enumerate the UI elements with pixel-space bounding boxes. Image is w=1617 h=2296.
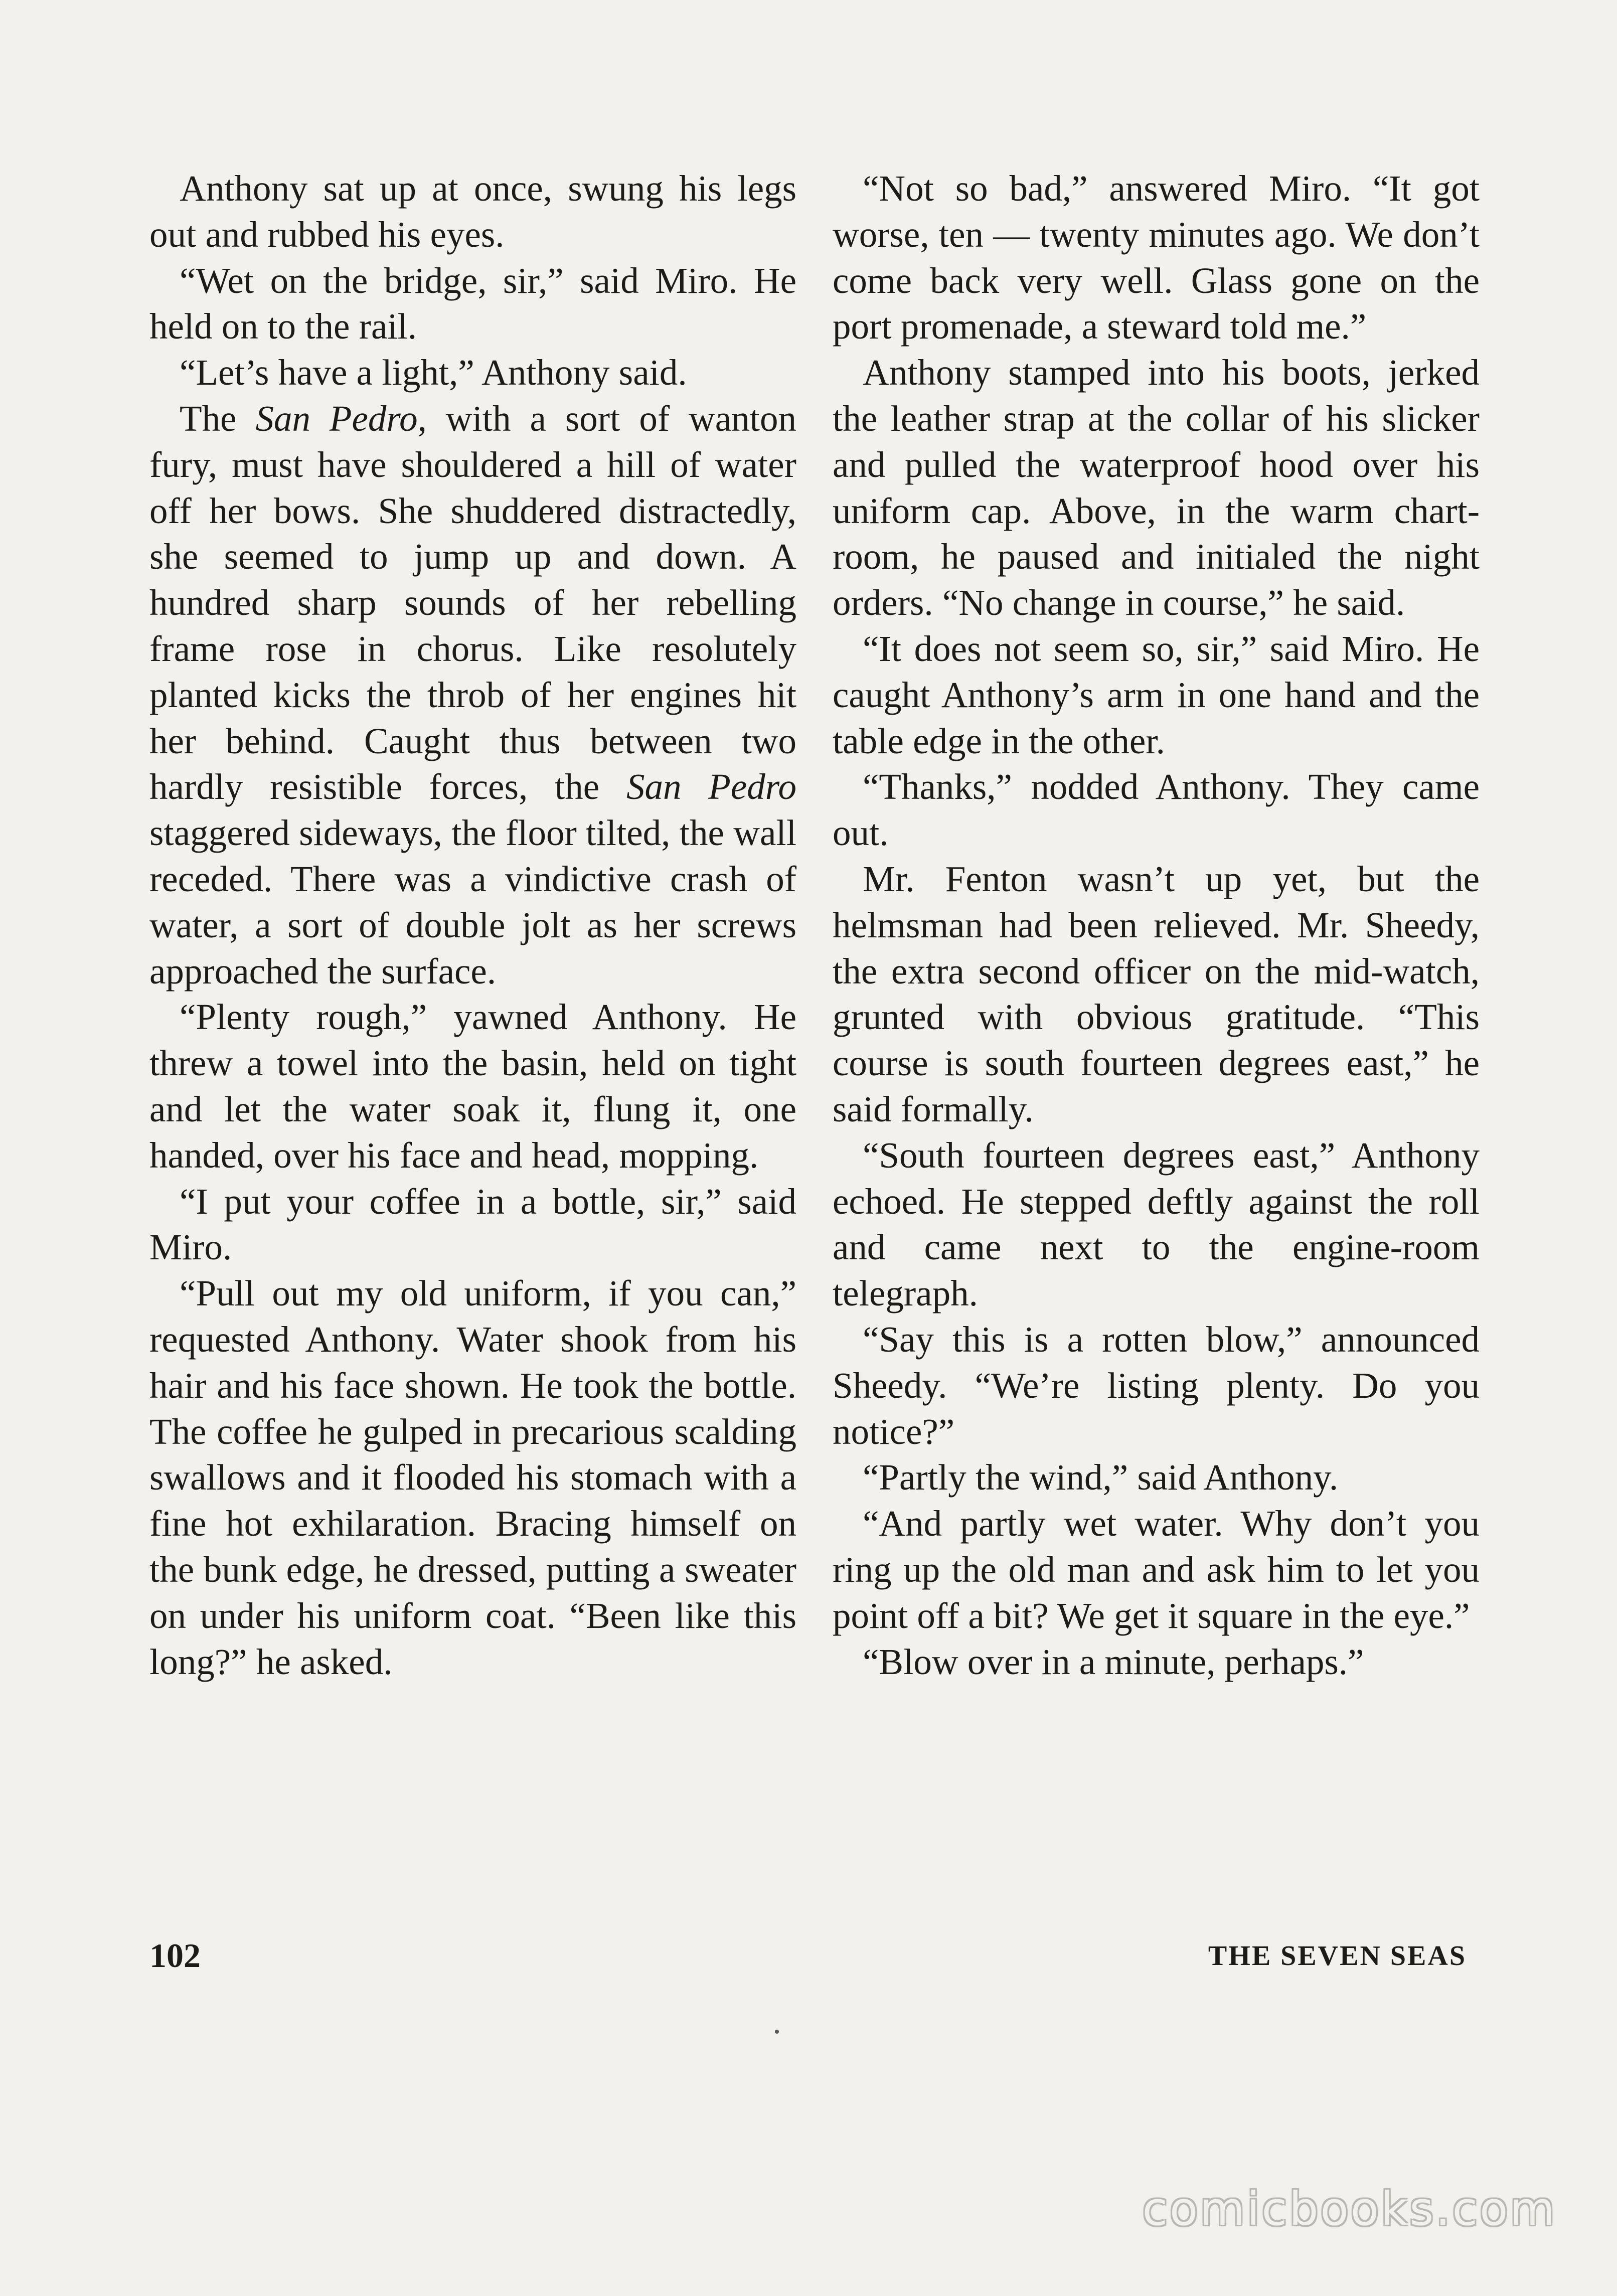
- text-run: “It does not seem so, sir,” said Miro. He caught Anthony’s arm in one hand and the table edge in the other.: [833, 628, 1480, 761]
- paragraph: [833, 1132, 1480, 1317]
- paragraph: [833, 350, 1480, 626]
- text-run: “Thanks,” nodded Anthony. They came out.: [833, 766, 1480, 854]
- paragraph: [833, 764, 1480, 856]
- text-run: “Let’s have a light,” Anthony said.: [180, 352, 687, 393]
- text-run: “Blow over in a minute, perhaps.”: [863, 1641, 1364, 1682]
- italic-ship-name: San Pedro: [626, 766, 796, 807]
- text-run: “Not so bad,” answered Miro. “It got worse, ten — twenty minutes ago. We don’t come back very well. Glass gone on the port promenade, a steward told me.”: [833, 168, 1480, 347]
- text-run: The: [180, 398, 256, 439]
- paragraph: [149, 258, 796, 350]
- paragraph: [833, 856, 1480, 1132]
- text-run: Mr. Fenton wasn’t up yet, but the helmsman had been relieved. Mr. Sheedy, the extra second officer on the mid-watch, grunted with obvious gratitude. “This course is south fourteen degrees east,” he said formally.: [833, 858, 1480, 1129]
- right-text-column: [833, 166, 1480, 1685]
- text-run: “Pull out my old uniform, if you can,” requested Anthony. Water shook from his hair and his face shown. He took the bottle. The coffee he gulped in precarious scalding swallows and it flooded his stomach with a fine hot exhilaration. Bracing himself on the bunk edge, he dressed, putting a sweater on under his uniform coat. “Been like this long?” he asked.: [149, 1273, 796, 1682]
- text-run: “Partly the wind,” said Anthony.: [863, 1457, 1339, 1498]
- paragraph: [149, 1179, 796, 1271]
- left-text-column: [149, 166, 796, 1685]
- text-run: “And partly wet water. Why don’t you ring up the old man and ask him to let you point off a bit? We get it square in the eye.”: [833, 1503, 1480, 1636]
- paragraph: [149, 1270, 796, 1685]
- text-run: “I put your coffee in a bottle, sir,” said Miro.: [149, 1181, 796, 1268]
- paragraph: [833, 1639, 1480, 1685]
- paragraph: [149, 396, 796, 994]
- italic-ship-name: San Pedro: [255, 398, 418, 439]
- paragraph: [149, 166, 796, 258]
- text-run: “Plenty rough,” yawned Anthony. He threw a towel into the basin, held on tight and let the water soak it, flung it, one handed, over his face and head, mopping.: [149, 997, 796, 1176]
- paragraph: [149, 994, 796, 1178]
- print-speck: [775, 2030, 779, 2034]
- paragraph: [149, 350, 796, 396]
- paragraph: [833, 1454, 1480, 1501]
- paragraph: [833, 1317, 1480, 1454]
- text-run: “Wet on the bridge, sir,” said Miro. He held on to the rail.: [149, 260, 796, 347]
- text-run: Anthony stamped into his boots, jerked the leather strap at the collar of his slicker and pulled the waterproof hood over his uniform cap. Above, in the warm chart-room, he paused and initialed the night orders. “No change in course,” he said.: [833, 352, 1480, 623]
- text-run: “South fourteen degrees east,” Anthony echoed. He stepped deftly against the roll and came next to the engine-room telegraph.: [833, 1134, 1480, 1314]
- paragraph: [833, 1501, 1480, 1638]
- text-run: staggered sideways, the floor tilted, the wall receded. There was a vindictive crash of water, a sort of double jolt as her screws approached the surface.: [149, 812, 796, 992]
- watermark-logo: comicbooks.com: [1142, 2182, 1557, 2236]
- page-number: 102: [149, 1936, 201, 1975]
- paragraph: [833, 166, 1480, 350]
- text-run: Anthony sat up at once, swung his legs out and rubbed his eyes.: [149, 168, 796, 255]
- text-run: “Say this is a rotten blow,” announced Sheedy. “We’re listing plenty. Do you notice?”: [833, 1319, 1480, 1452]
- running-title: THE SEVEN SEAS: [1208, 1940, 1467, 1972]
- text-run: , with a sort of wanton fury, must have shouldered a hill of water off her bows. She shuddered distractedly, she seemed to jump up and down. A hundred sharp sounds of her rebelling frame rose in chorus. Like resolutely planted kicks the throb of her engines hit her behind. Caught thus between two hardly resistible forces, the: [149, 398, 796, 807]
- paragraph: [833, 626, 1480, 764]
